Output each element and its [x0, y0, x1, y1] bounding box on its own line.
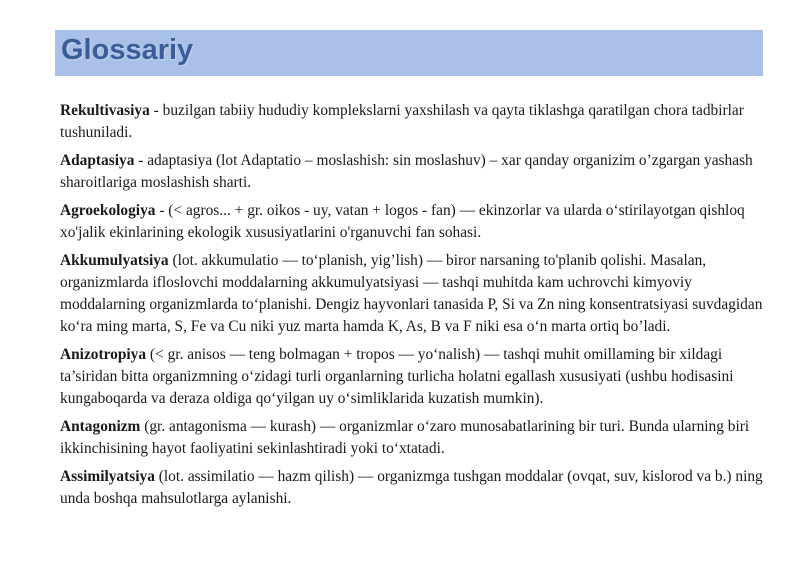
- glossary-term: Antagonizm: [60, 418, 141, 435]
- glossary-definition: (lot. assimilatio — hazm qilish) — organizmga tushgan moddalar (ovqat, suv, kislorod va b.) ning unda boshqa mahsulotlarga aylanishi.: [60, 468, 763, 507]
- glossary-entry-antagonizm: [60, 416, 766, 460]
- glossary-entry-agroekologiya: [60, 200, 766, 244]
- page-title: Glossariy: [61, 34, 194, 66]
- glossary-entry-rekultivasiya: [60, 100, 766, 144]
- glossary-entry-adaptasiya: [60, 150, 766, 194]
- glossary-definition: - (< agros... + gr. oikos - uy, vatan + logos - fan) — ekinzorlar va ularda o‘stirilayotgan qishloq xo'jalik ekinlarining ekologik xususiyatlarini o'rganuvchi fan sohasi.: [60, 202, 745, 241]
- glossary-definition: (< gr. anisos — teng bolmagan + tropos — yo‘nalish) — tashqi muhit omillaming bir xildagi ta’siridan bitta organizmning o‘zidagi turli organlarning turlicha holatni egallash xususiyati (ushbu hodisasini kungaboqarda va deraza oldiga qo‘yilgan uy o‘simliklarida kuzatish mumkin).: [60, 346, 734, 407]
- glossary-term: Assimilyatsiya: [60, 468, 155, 485]
- glossary-entry-anizotropiya: [60, 344, 766, 410]
- glossary-definition: (gr. antagonisma — kurash) — organizmlar o‘zaro munosabatlarining bir turi. Bunda ularning biri ikkinchisining hayot faoliyatini sekinlashtiradi yoki to‘xtatadi.: [60, 418, 750, 457]
- title-bar: [55, 30, 763, 76]
- glossary-entry-akkumulyatsiya: [60, 250, 766, 338]
- glossary-term: Akkumulyatsiya: [60, 252, 169, 269]
- glossary-entries: [60, 100, 766, 516]
- glossary-term: Rekultivasiya: [60, 102, 150, 119]
- glossary-term: Adaptasiya: [60, 152, 135, 169]
- glossary-term: Anizotropiya: [60, 346, 147, 363]
- glossary-definition: - adaptasiya (lot Adaptatio – moslashish: sin moslashuv) – xar qanday organizim o’zgargan yashash sharoitlariga moslashish sharti.: [60, 152, 753, 191]
- glossary-definition: (lot. akkumulatio — to‘planish, yig’lish) — biror narsaning to'planib qolishi. Masalan, organizmlarda ifloslovchi moddalarning akkumulyatsiyasi — tashqi muhitda kam uchrovchi kimyoviy moddalarning organizmlarda to‘planishi. Dengiz hayvonlari tanasida P, Si va Zn ning konsentratsiyasi suvdagidan ko‘ra ming marta, S, Fe va Cu niki yuz marta hamda K, As, B va F niki esa o‘n marta ortiq bo’ladi.: [60, 252, 763, 335]
- glossary-term: Agroekologiya: [60, 202, 156, 219]
- glossary-entry-assimilyatsiya: [60, 466, 766, 510]
- glossary-definition: - buzilgan tabiiy hududiy komplekslarni yaxshilash va qayta tiklashga qaratilgan chora tadbirlar tushuniladi.: [60, 102, 744, 141]
